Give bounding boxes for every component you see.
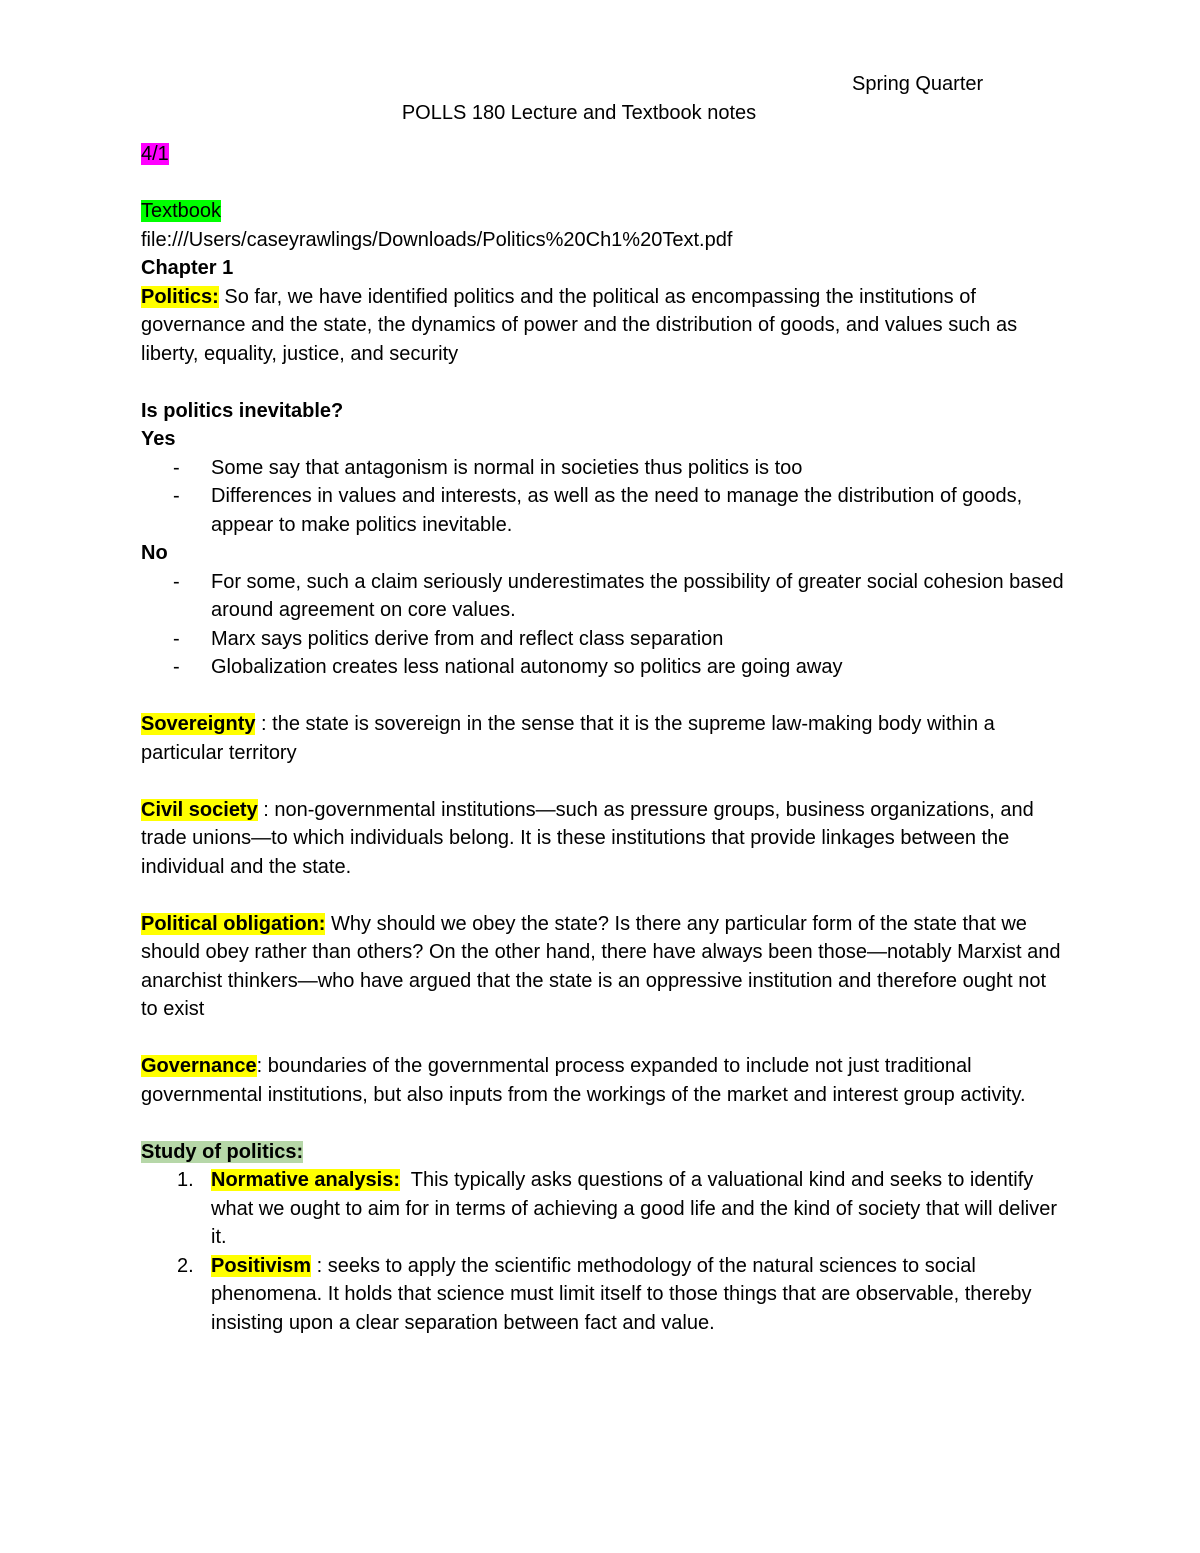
politics-term: Politics:: [141, 285, 219, 308]
list-item-text: Differences in values and interests, as well as the need to manage the distribution of goods, appear to make politics inevitable.: [211, 485, 1023, 536]
political-obligation-paragraph: [141, 910, 1066, 1024]
study-list: [141, 1166, 1066, 1337]
positivism-term: Positivism: [211, 1254, 312, 1277]
textbook-line: [141, 197, 1066, 226]
positivism-text: : seeks to apply the scientific methodology of the natural sciences to social phenomena. It holds that science must limit itself to those things that are observable, thereby insisting upon a clear separation between fact and value.: [211, 1254, 1032, 1334]
civil-society-text: : non-governmental institutions—such as pressure groups, business organizations, and trade unions—to which individuals belong. It is these institutions that provide linkages between the individual and the state.: [141, 798, 1034, 878]
file-link[interactable]: file:///Users/caseyrawlings/Downloads/Politics%20Ch1%20Text.pdf: [141, 228, 733, 251]
chapter-heading: Chapter 1: [141, 257, 234, 279]
list-item-text: Some say that antagonism is normal in societies thus politics is too: [211, 456, 803, 479]
list-item-text: For some, such a claim seriously underestimates the possibility of greater social cohesion based around agreement on core values.: [211, 570, 1064, 621]
page-title: POLLS 180 Lecture and Textbook notes: [401, 102, 757, 124]
civil-society-paragraph: [141, 796, 1066, 882]
bullet: -: [173, 570, 180, 593]
list-item: [141, 625, 1066, 654]
inevitable-question: Is politics inevitable?: [141, 399, 344, 422]
no-label: No: [141, 542, 168, 564]
list-number: 2.: [177, 1254, 194, 1277]
list-item: [141, 482, 1066, 539]
list-item-text: Globalization creates less national autonomy so politics are going away: [211, 656, 843, 678]
list-item: [141, 1252, 1066, 1338]
yes-list: [141, 454, 1066, 540]
politics-paragraph: [141, 283, 1066, 369]
date-line: [141, 140, 1066, 169]
yes-label: Yes: [141, 428, 176, 450]
study-heading: Study of politics:: [141, 1140, 304, 1163]
textbook-label: Textbook: [141, 200, 222, 222]
governance-text: : boundaries of the governmental process expanded to include not just traditional governmental institutions, but also inputs from the workings of the market and interest group activity.: [141, 1055, 1026, 1106]
notes-body: [141, 140, 1066, 1337]
list-item: [141, 454, 1066, 483]
date-label: 4/1: [141, 143, 169, 165]
civil-society-term: Civil society: [141, 798, 258, 821]
political-obligation-text: Why should we obey the state? Is there any particular form of the state that we should obey rather than others? On the other hand, there have always been those—notably Marxist and anarchist thinkers—who have argued that the state is an oppressive institution and therefore ought not to exist: [141, 912, 1061, 1020]
sovereignty-term: Sovereignty: [141, 713, 256, 735]
governance-term: Governance: [141, 1055, 257, 1077]
bullet: -: [173, 456, 180, 479]
sovereignty-paragraph: [141, 710, 1066, 767]
list-item-text: Marx says politics derive from and reflect class separation: [211, 627, 724, 650]
list-item: [141, 653, 1066, 682]
quarter-label: Spring Quarter: [852, 73, 984, 95]
bullet: -: [173, 485, 180, 507]
list-number: 1.: [177, 1169, 194, 1191]
list-item: [141, 568, 1066, 625]
bullet: -: [173, 627, 180, 650]
normative-text: This typically asks questions of a valuational kind and seeks to identify what we ought to aim for in terms of achieving a good life and the kind of society that will deliver it.: [211, 1169, 1063, 1248]
sovereignty-text: : the state is sovereign in the sense that it is the supreme law-making body within a particular territory: [141, 713, 995, 764]
list-item: [141, 1166, 1066, 1252]
bullet: -: [173, 656, 180, 678]
politics-text: So far, we have identified politics and the political as encompassing the institutions of governance and the state, the dynamics of power and the distribution of goods, and values such as liberty, equality, justice, and security: [141, 285, 1018, 365]
political-obligation-term: Political obligation:: [141, 912, 326, 935]
normative-term: Normative analysis:: [211, 1169, 400, 1191]
governance-paragraph: [141, 1052, 1066, 1109]
no-list: [141, 568, 1066, 682]
